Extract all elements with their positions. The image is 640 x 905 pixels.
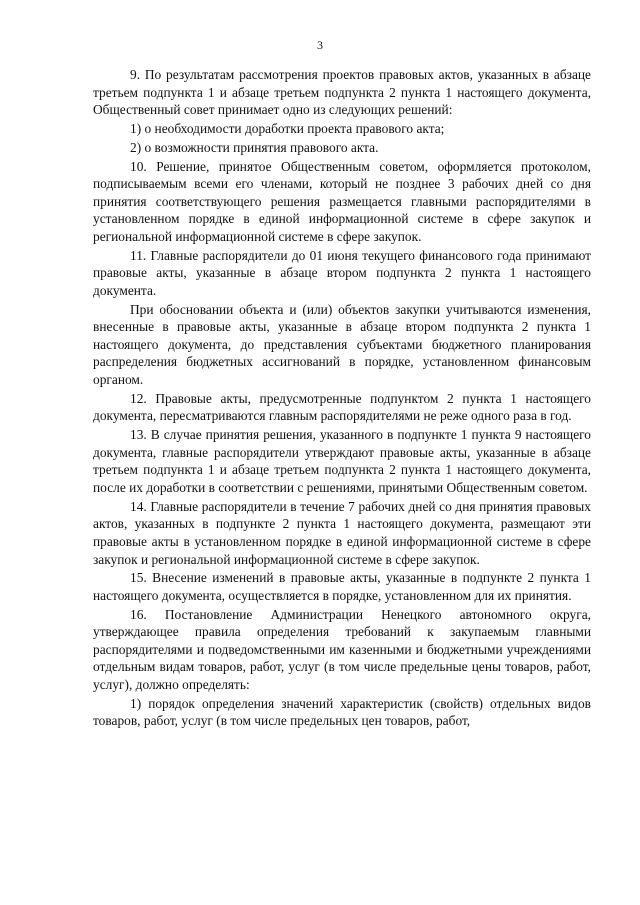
- paragraph-11: 11. Главные распорядители до 01 июня текущего финансового года принимают правовые акты, указанные в абзаце втором подпункта 2 пункта 1 настоящего документа.: [93, 247, 591, 298]
- document-body: [93, 66, 591, 730]
- paragraph-16: 16. Постановление Администрации Ненецкого автономного округа, утверждающее правила определения требований к закупаемым главными распорядителями и подведомственными им казенными и бюджетными учреждениями отдельным видам товаров, работ, услуг (в том числе предельные цены товаров, работ, услуг), должно определять:: [93, 606, 591, 693]
- paragraph-10: 10. Решение, принятое Общественным советом, оформляется протоколом, подписываемым всеми его членами, который не позднее 3 рабочих дней со дня принятия соответствующего решения размещается главными распорядителями в установленном порядке в единой информационной системе в сфере закупок и региональной информационной системе в сфере закупок.: [93, 158, 591, 244]
- paragraph-12: 12. Правовые акты, предусмотренные подпунктом 2 пункта 1 настоящего документа, пересматриваются главным распорядителями не реже одного раза в год.: [93, 390, 591, 424]
- paragraph-16-item-1: 1) порядок определения значений характеристик (свойств) отдельных видов товаров, работ, услуг (в том числе предельных цен товаров, работ,: [93, 695, 591, 729]
- paragraph-9-item-2: 2) о возможности принятия правового акта.: [130, 139, 379, 155]
- paragraph-9: 9. По результатам рассмотрения проектов правовых актов, указанных в абзаце третьем подпункта 1 и абзаце третьем подпункта 2 пункта 1 настоящего документа, Общественный совет принимает одно из следующих решений:: [93, 67, 591, 118]
- paragraph-14: 14. Главные распорядители в течение 7 рабочих дней со дня принятия правовых актов, указанных в подпункте 2 пункта 1 настоящего документа, размещают эти правовые акты в установленном порядке в единой информационной системе в сфере закупок и региональной информационной системе в сфере закупок.: [93, 498, 591, 567]
- paragraph-9-item-1: 1) о необходимости доработки проекта правового акта;: [130, 120, 445, 136]
- paragraph-13: 13. В случае принятия решения, указанного в подпункте 1 пункта 9 настоящего документа, главные распорядители утверждают правовые акты, указанные в абзаце третьем подпункта 1 и абзаце третьем подпункта 2 пункта 1 настоящего документа, после их доработки в соответствии с решениями, принятыми Общественным советом.: [93, 427, 591, 495]
- paragraph-15: 15. Внесение изменений в правовые акты, указанные в подпункте 2 пункта 1 настоящего документа, осуществляется в порядке, установленном для их принятия.: [93, 570, 591, 603]
- paragraph-11-continued: При обосновании объекта и (или) объектов закупки учитываются изменения, внесенные в правовые акты, указанные в абзаце втором подпункта 2 пункта 1 настоящего документа, до представления субъектами бюджетного планирования распределения бюджетных ассигнований в порядке, установленном финансовым органом.: [93, 301, 591, 388]
- page-number: 3: [317, 38, 323, 52]
